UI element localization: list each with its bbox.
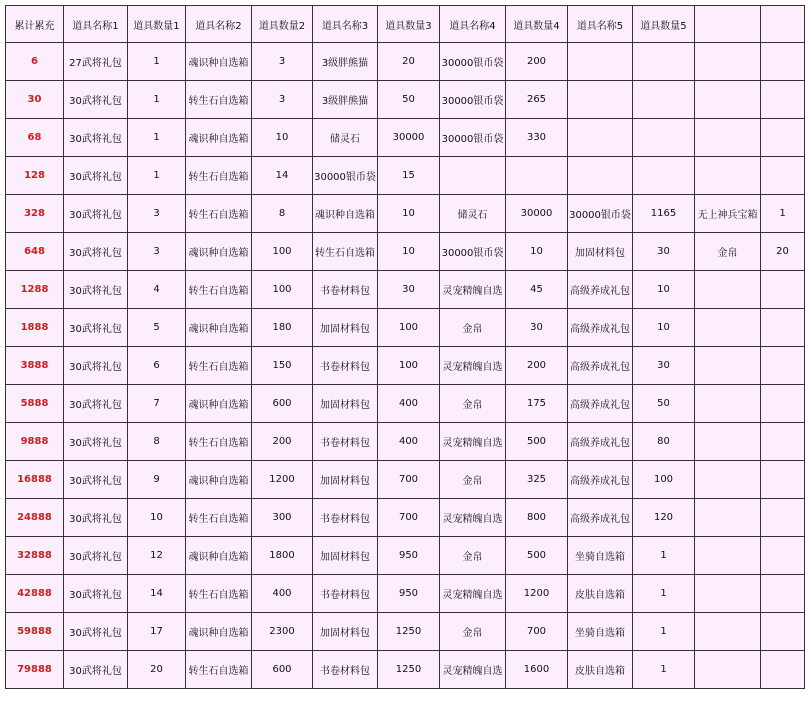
table-row	[6, 309, 805, 347]
table-cell: 800	[506, 499, 568, 537]
table-cell: 200	[506, 347, 568, 385]
table-cell: 325	[506, 461, 568, 499]
table-cell: 1	[128, 43, 186, 81]
table-cell: 10	[633, 309, 695, 347]
table-cell: 转生石自选箱	[186, 423, 252, 461]
table-cell: 50	[633, 385, 695, 423]
table-cell: 265	[506, 81, 568, 119]
table-cell	[695, 43, 761, 81]
table-cell: 8	[252, 195, 313, 233]
table-cell: 储灵石	[440, 195, 506, 233]
table-cell: 1	[633, 575, 695, 613]
table-cell	[695, 613, 761, 651]
column-header-2: 道具名称1	[64, 6, 128, 43]
table-cell: 17	[128, 613, 186, 651]
table-cell: 100	[633, 461, 695, 499]
table-row	[6, 423, 805, 461]
table-cell	[695, 537, 761, 575]
table-cell: 1800	[252, 537, 313, 575]
table-cell: 100	[252, 233, 313, 271]
reward-table-container	[5, 5, 805, 689]
column-header-1: 累计累充	[6, 6, 64, 43]
table-cell: 30武将礼包	[64, 309, 128, 347]
table-cell: 30000	[378, 119, 440, 157]
table-cell: 600	[252, 651, 313, 689]
table-cell: 金帛	[440, 385, 506, 423]
table-cell: 10	[128, 499, 186, 537]
table-cell: 3	[128, 195, 186, 233]
table-cell: 加固材料包	[313, 613, 378, 651]
table-cell: 6	[128, 347, 186, 385]
table-cell: 1200	[252, 461, 313, 499]
table-cell: 1	[633, 613, 695, 651]
table-cell: 30武将礼包	[64, 423, 128, 461]
table-cell: 15	[378, 157, 440, 195]
table-cell	[761, 157, 805, 195]
table-cell: 高级养成礼包	[568, 461, 633, 499]
table-cell: 魂识种自选箱	[186, 309, 252, 347]
recharge-amount-cell: 648	[6, 233, 64, 271]
table-cell: 10	[378, 195, 440, 233]
table-cell: 1200	[506, 575, 568, 613]
table-cell: 10	[252, 119, 313, 157]
table-row	[6, 537, 805, 575]
table-cell: 1	[128, 119, 186, 157]
table-cell: 30000	[506, 195, 568, 233]
table-cell: 30武将礼包	[64, 499, 128, 537]
table-body	[6, 43, 805, 689]
table-row	[6, 43, 805, 81]
table-cell: 200	[506, 43, 568, 81]
table-header-row	[6, 6, 805, 43]
table-cell: 400	[378, 423, 440, 461]
recharge-amount-cell: 24888	[6, 499, 64, 537]
table-cell: 金帛	[440, 461, 506, 499]
table-cell: 加固材料包	[313, 461, 378, 499]
table-cell: 灵宠精魄自选	[440, 651, 506, 689]
column-header-4: 道具名称2	[186, 6, 252, 43]
table-cell: 20	[761, 233, 805, 271]
table-cell: 书卷材料包	[313, 271, 378, 309]
column-header-11: 道具数量5	[633, 6, 695, 43]
table-cell: 转生石自选箱	[313, 233, 378, 271]
table-cell: 400	[378, 385, 440, 423]
table-cell	[695, 423, 761, 461]
table-cell: 3	[252, 43, 313, 81]
table-cell: 魂识种自选箱	[186, 43, 252, 81]
column-header-6: 道具名称3	[313, 6, 378, 43]
table-cell: 加固材料包	[313, 537, 378, 575]
recharge-amount-cell: 30	[6, 81, 64, 119]
recharge-amount-cell: 79888	[6, 651, 64, 689]
table-cell: 30000银币袋	[440, 233, 506, 271]
table-cell: 30000银币袋	[313, 157, 378, 195]
table-cell	[761, 537, 805, 575]
table-cell: 45	[506, 271, 568, 309]
table-cell: 1	[761, 195, 805, 233]
table-cell: 950	[378, 575, 440, 613]
table-cell: 高级养成礼包	[568, 309, 633, 347]
table-cell	[695, 461, 761, 499]
table-cell: 30武将礼包	[64, 195, 128, 233]
table-cell	[761, 423, 805, 461]
table-cell: 30武将礼包	[64, 385, 128, 423]
table-cell	[761, 271, 805, 309]
table-cell: 魂识种自选箱	[186, 119, 252, 157]
table-cell: 30武将礼包	[64, 157, 128, 195]
table-cell	[695, 309, 761, 347]
recharge-amount-cell: 68	[6, 119, 64, 157]
recharge-amount-cell: 3888	[6, 347, 64, 385]
table-cell: 书卷材料包	[313, 499, 378, 537]
table-cell: 80	[633, 423, 695, 461]
table-cell	[761, 651, 805, 689]
table-row	[6, 233, 805, 271]
table-cell: 1	[128, 81, 186, 119]
table-cell	[506, 157, 568, 195]
table-cell	[761, 499, 805, 537]
recharge-amount-cell: 5888	[6, 385, 64, 423]
table-cell: 皮肤自选箱	[568, 651, 633, 689]
table-cell: 12	[128, 537, 186, 575]
recharge-reward-table	[5, 5, 805, 689]
table-cell: 30武将礼包	[64, 613, 128, 651]
table-row	[6, 347, 805, 385]
table-cell: 10	[506, 233, 568, 271]
table-cell	[761, 461, 805, 499]
table-cell: 转生石自选箱	[186, 81, 252, 119]
table-cell: 20	[378, 43, 440, 81]
table-cell: 1250	[378, 651, 440, 689]
table-cell: 30武将礼包	[64, 575, 128, 613]
table-cell: 14	[128, 575, 186, 613]
table-row	[6, 157, 805, 195]
table-cell: 高级养成礼包	[568, 499, 633, 537]
table-cell: 转生石自选箱	[186, 271, 252, 309]
column-header-9: 道具数量4	[506, 6, 568, 43]
table-cell	[695, 119, 761, 157]
table-cell	[633, 157, 695, 195]
table-cell	[761, 613, 805, 651]
table-cell: 30000银币袋	[440, 43, 506, 81]
table-cell: 1250	[378, 613, 440, 651]
table-cell: 180	[252, 309, 313, 347]
table-cell: 1600	[506, 651, 568, 689]
table-cell: 300	[252, 499, 313, 537]
column-header-8: 道具名称4	[440, 6, 506, 43]
column-header-5: 道具数量2	[252, 6, 313, 43]
table-cell: 30	[633, 347, 695, 385]
table-cell: 无上神兵宝箱	[695, 195, 761, 233]
table-cell: 30武将礼包	[64, 81, 128, 119]
table-cell: 500	[506, 423, 568, 461]
table-cell: 30武将礼包	[64, 233, 128, 271]
table-cell: 3级胖熊猫	[313, 43, 378, 81]
recharge-amount-cell: 59888	[6, 613, 64, 651]
table-cell: 金帛	[440, 613, 506, 651]
table-cell: 金帛	[440, 309, 506, 347]
table-cell: 加固材料包	[568, 233, 633, 271]
table-cell: 皮肤自选箱	[568, 575, 633, 613]
recharge-amount-cell: 9888	[6, 423, 64, 461]
table-cell: 200	[252, 423, 313, 461]
table-cell: 700	[378, 499, 440, 537]
table-cell: 灵宠精魄自选	[440, 423, 506, 461]
table-cell: 30武将礼包	[64, 537, 128, 575]
table-cell: 175	[506, 385, 568, 423]
table-cell: 转生石自选箱	[186, 651, 252, 689]
table-cell: 20	[128, 651, 186, 689]
table-cell	[761, 575, 805, 613]
table-cell	[568, 43, 633, 81]
table-cell	[761, 81, 805, 119]
table-cell: 1165	[633, 195, 695, 233]
table-cell: 9	[128, 461, 186, 499]
table-cell: 3	[128, 233, 186, 271]
table-cell	[761, 43, 805, 81]
recharge-amount-cell: 6	[6, 43, 64, 81]
recharge-amount-cell: 32888	[6, 537, 64, 575]
table-cell: 灵宠精魄自选	[440, 499, 506, 537]
table-cell: 2300	[252, 613, 313, 651]
table-cell	[633, 119, 695, 157]
table-cell: 坐骑自选箱	[568, 613, 633, 651]
column-header-12	[695, 6, 761, 43]
table-cell: 储灵石	[313, 119, 378, 157]
table-cell	[695, 271, 761, 309]
table-cell	[568, 157, 633, 195]
table-cell: 14	[252, 157, 313, 195]
table-cell: 魂识种自选箱	[186, 461, 252, 499]
table-cell	[695, 499, 761, 537]
table-cell: 魂识种自选箱	[186, 385, 252, 423]
table-cell: 魂识种自选箱	[186, 613, 252, 651]
table-cell: 27武将礼包	[64, 43, 128, 81]
table-cell: 50	[378, 81, 440, 119]
table-cell: 高级养成礼包	[568, 385, 633, 423]
table-row	[6, 461, 805, 499]
table-row	[6, 81, 805, 119]
column-header-13	[761, 6, 805, 43]
table-cell: 600	[252, 385, 313, 423]
recharge-amount-cell: 128	[6, 157, 64, 195]
table-cell: 30武将礼包	[64, 347, 128, 385]
table-cell: 书卷材料包	[313, 423, 378, 461]
table-cell: 高级养成礼包	[568, 271, 633, 309]
table-row	[6, 119, 805, 157]
table-cell: 30	[633, 233, 695, 271]
table-cell: 金帛	[440, 537, 506, 575]
table-row	[6, 575, 805, 613]
table-cell: 30武将礼包	[64, 119, 128, 157]
table-row	[6, 385, 805, 423]
column-header-7: 道具数量3	[378, 6, 440, 43]
table-cell: 30000银币袋	[440, 119, 506, 157]
table-cell: 8	[128, 423, 186, 461]
table-cell	[695, 347, 761, 385]
table-cell: 转生石自选箱	[186, 575, 252, 613]
table-cell: 金帛	[695, 233, 761, 271]
table-cell: 转生石自选箱	[186, 347, 252, 385]
table-cell: 高级养成礼包	[568, 347, 633, 385]
table-row	[6, 271, 805, 309]
table-cell: 书卷材料包	[313, 347, 378, 385]
recharge-amount-cell: 16888	[6, 461, 64, 499]
table-cell	[695, 651, 761, 689]
table-cell: 灵宠精魄自选	[440, 271, 506, 309]
table-cell	[568, 81, 633, 119]
table-cell: 魂识种自选箱	[186, 537, 252, 575]
table-cell: 30000银币袋	[568, 195, 633, 233]
recharge-amount-cell: 42888	[6, 575, 64, 613]
table-cell: 30武将礼包	[64, 271, 128, 309]
table-row	[6, 651, 805, 689]
table-row	[6, 499, 805, 537]
table-cell: 灵宠精魄自选	[440, 347, 506, 385]
table-cell	[695, 385, 761, 423]
table-cell: 30武将礼包	[64, 461, 128, 499]
recharge-amount-cell: 1288	[6, 271, 64, 309]
table-cell: 30武将礼包	[64, 651, 128, 689]
table-cell: 950	[378, 537, 440, 575]
table-cell: 3级胖熊猫	[313, 81, 378, 119]
table-row	[6, 613, 805, 651]
table-cell: 30000银币袋	[440, 81, 506, 119]
table-cell: 3	[252, 81, 313, 119]
recharge-amount-cell: 328	[6, 195, 64, 233]
table-row	[6, 195, 805, 233]
table-cell	[568, 119, 633, 157]
table-cell: 30	[506, 309, 568, 347]
table-cell: 100	[252, 271, 313, 309]
column-header-10: 道具名称5	[568, 6, 633, 43]
table-cell: 10	[633, 271, 695, 309]
table-cell	[440, 157, 506, 195]
table-cell	[761, 347, 805, 385]
table-cell	[633, 81, 695, 119]
table-cell: 加固材料包	[313, 309, 378, 347]
table-cell: 灵宠精魄自选	[440, 575, 506, 613]
column-header-3: 道具数量1	[128, 6, 186, 43]
table-cell	[695, 81, 761, 119]
table-cell: 高级养成礼包	[568, 423, 633, 461]
table-cell: 7	[128, 385, 186, 423]
table-cell	[761, 385, 805, 423]
table-cell: 坐骑自选箱	[568, 537, 633, 575]
table-cell: 书卷材料包	[313, 651, 378, 689]
table-cell: 30	[378, 271, 440, 309]
table-cell: 加固材料包	[313, 385, 378, 423]
table-cell: 转生石自选箱	[186, 157, 252, 195]
table-cell: 330	[506, 119, 568, 157]
table-cell: 1	[633, 537, 695, 575]
table-cell: 400	[252, 575, 313, 613]
table-cell: 700	[378, 461, 440, 499]
table-cell: 5	[128, 309, 186, 347]
table-cell: 120	[633, 499, 695, 537]
table-cell: 转生石自选箱	[186, 499, 252, 537]
table-cell: 1	[128, 157, 186, 195]
table-cell: 转生石自选箱	[186, 195, 252, 233]
table-cell: 100	[378, 309, 440, 347]
table-cell: 4	[128, 271, 186, 309]
table-cell	[633, 43, 695, 81]
table-cell: 魂识种自选箱	[313, 195, 378, 233]
table-cell: 魂识种自选箱	[186, 233, 252, 271]
table-cell	[761, 309, 805, 347]
recharge-amount-cell: 1888	[6, 309, 64, 347]
table-cell: 100	[378, 347, 440, 385]
table-cell	[695, 157, 761, 195]
table-cell: 150	[252, 347, 313, 385]
table-cell: 1	[633, 651, 695, 689]
table-cell: 500	[506, 537, 568, 575]
table-cell: 书卷材料包	[313, 575, 378, 613]
table-cell	[695, 575, 761, 613]
table-cell: 700	[506, 613, 568, 651]
table-cell: 10	[378, 233, 440, 271]
table-cell	[761, 119, 805, 157]
